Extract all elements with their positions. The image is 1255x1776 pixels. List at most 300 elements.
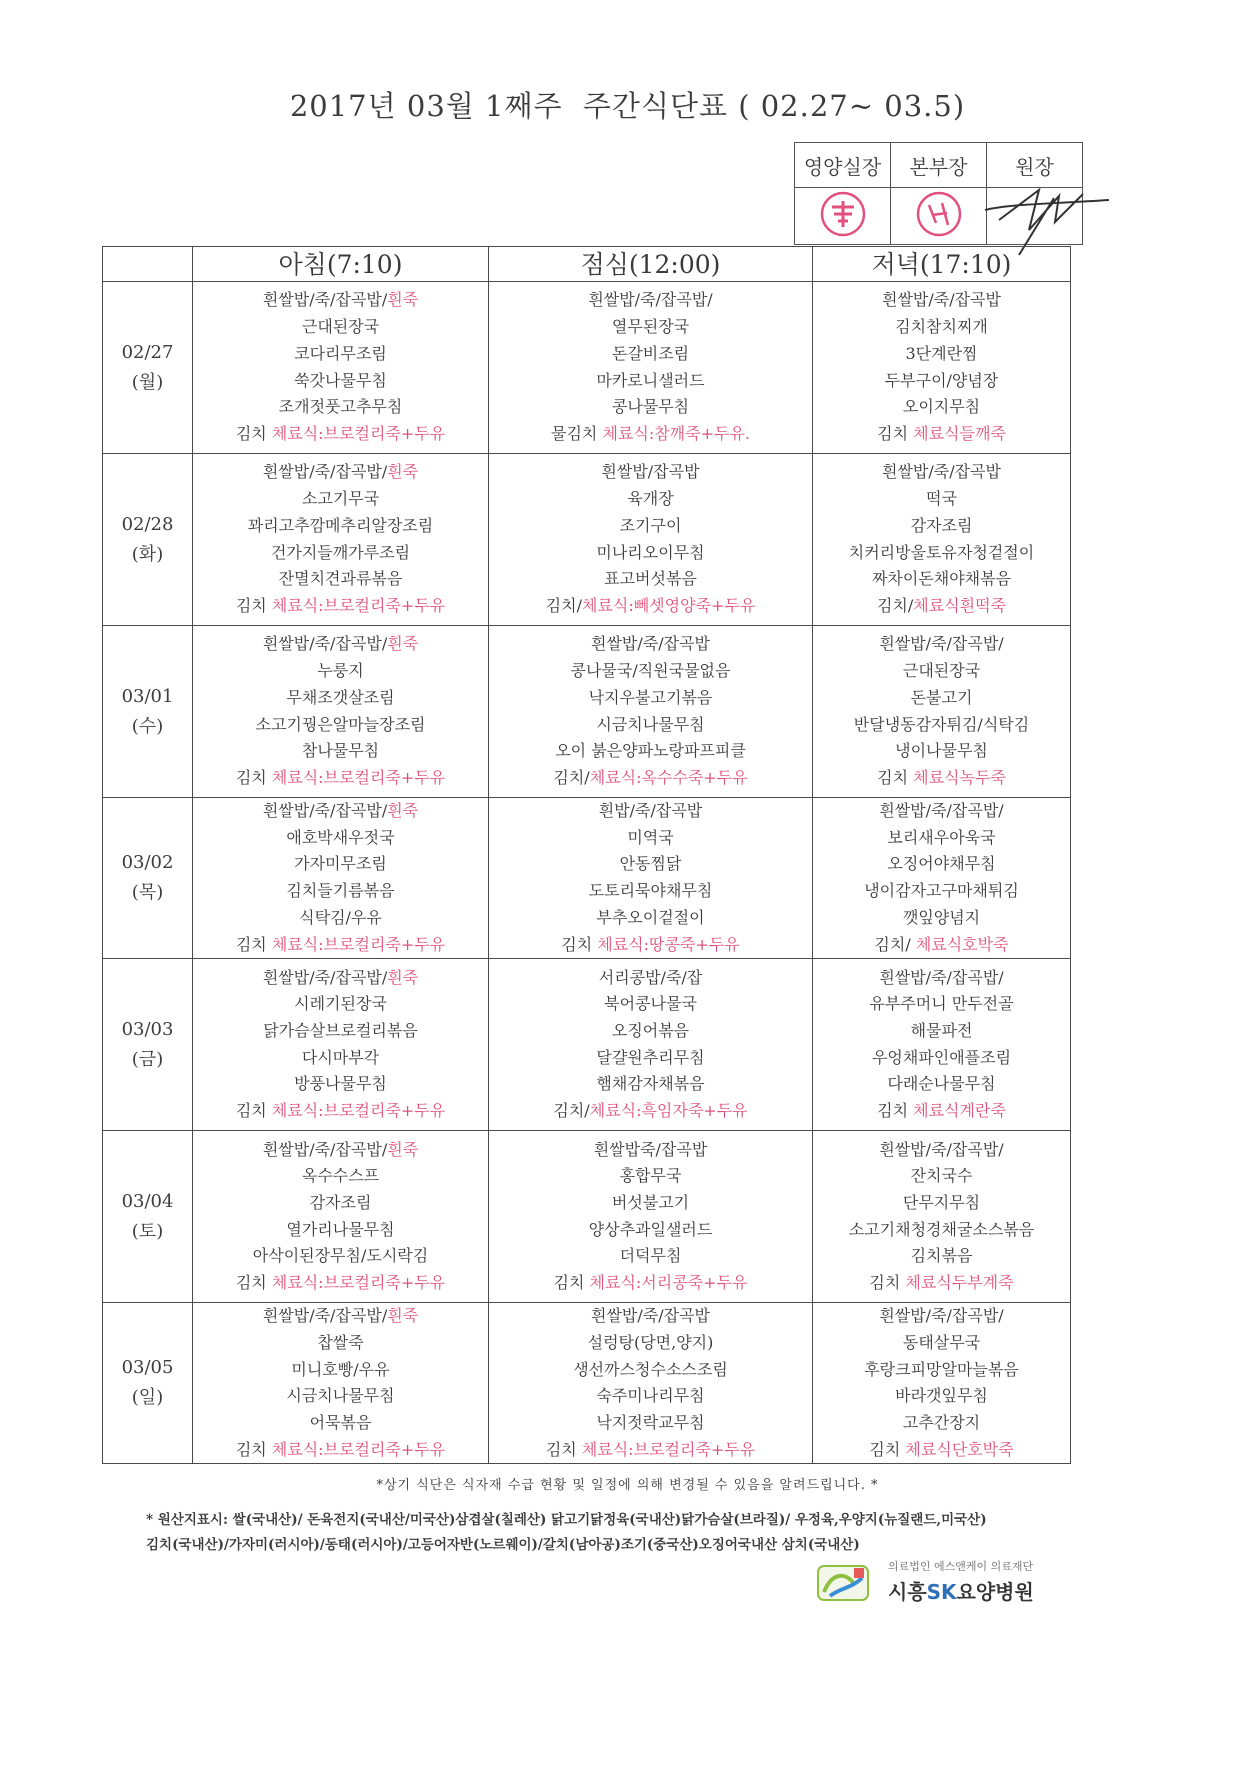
menu-item <box>813 825 1070 852</box>
menu-item <box>813 685 1070 712</box>
menu-item <box>813 513 1070 540</box>
menu-item-text: 더덕무침 <box>619 1246 682 1266</box>
menu-item <box>193 765 488 792</box>
menu-item-text: 소고기꿩은알마늘장조림 <box>255 714 426 734</box>
menu-item <box>813 1357 1070 1384</box>
menu-item <box>813 486 1070 513</box>
menu-item-text: 후랑크피망알마늘볶음 <box>864 1359 1019 1379</box>
menu-item <box>489 540 812 567</box>
menu-item-text: 안동찜닭 <box>619 854 682 874</box>
day-row <box>103 626 1071 798</box>
menu-item-text: 어묵볶음 <box>309 1413 372 1433</box>
menu-item <box>489 593 812 620</box>
menu-item <box>193 1437 488 1464</box>
menu-item <box>489 1137 812 1164</box>
menu-item-text: 무채조갯살조림 <box>286 687 395 707</box>
menu-item-text: 감자조림 <box>910 515 973 535</box>
therapeutic-diet-text: 체료식:브로컬리죽+두유 <box>271 595 446 615</box>
menu-item <box>813 878 1070 905</box>
menu-item <box>813 1383 1070 1410</box>
menu-item-text: 오이지무침 <box>902 397 981 417</box>
lunch-cell <box>489 798 813 959</box>
menu-item <box>813 1330 1070 1357</box>
hospital-name-suffix: 요양병원 <box>956 1580 1034 1604</box>
menu-item-text: 흰쌀밥/죽/잡곡밥/ <box>879 967 1004 987</box>
therapeutic-diet-text: 흰죽 <box>387 634 419 654</box>
menu-item <box>813 1071 1070 1098</box>
day-weekday: (수) <box>131 715 164 737</box>
menu-item <box>193 1357 488 1384</box>
day-row <box>103 282 1071 454</box>
menu-item-text: 가자미무조림 <box>294 854 387 874</box>
menu-item-text: 김치 <box>877 1101 914 1121</box>
menu-item-text: 쑥갓나물무침 <box>294 370 387 390</box>
day-row <box>103 1131 1071 1303</box>
menu-item <box>489 1243 812 1270</box>
menu-item-text: 도토리묵야채무침 <box>588 881 713 901</box>
menu-item-text: 콩나물국/직원국물없음 <box>570 661 731 681</box>
hospital-name-sk: SK <box>926 1580 957 1604</box>
menu-item <box>193 1190 488 1217</box>
menu-item <box>489 1217 812 1244</box>
menu-item-text: 시레기된장국 <box>294 994 387 1014</box>
day-weekday: (토) <box>131 1220 164 1242</box>
lunch-cell <box>489 282 813 454</box>
approval-box <box>794 142 1083 245</box>
menu-item-text: 조개젓풋고추무침 <box>278 397 403 417</box>
menu-item <box>489 1190 812 1217</box>
dinner-cell <box>813 1131 1071 1303</box>
menu-item <box>193 658 488 685</box>
approval-header-hospital-head: 원장 <box>987 143 1083 188</box>
menu-item <box>489 1018 812 1045</box>
page-title: 2017년 03월 1째주 주간식단표 ( 02.27~ 03.5) <box>289 89 966 123</box>
approval-sign-cell <box>987 188 1083 245</box>
therapeutic-diet-text: 체료식:옥수수죽+두유 <box>589 767 748 787</box>
therapeutic-diet-text: 흰죽 <box>387 290 419 310</box>
menu-item <box>489 1163 812 1190</box>
menu-item-text: 김치/ <box>553 1101 590 1121</box>
menu-item <box>813 965 1070 992</box>
menu-item <box>813 991 1070 1018</box>
menu-item-text: 흰쌀밥/잡곡밥 <box>601 462 700 482</box>
menu-item <box>813 765 1070 792</box>
day-row <box>103 454 1071 626</box>
menu-item-text: 냉이감자고구마채튀김 <box>864 881 1019 901</box>
menu-item-text: 열가리나물무침 <box>286 1219 395 1239</box>
menu-item-text: 오징어야채무침 <box>887 854 996 874</box>
menu-item <box>193 1163 488 1190</box>
menu-item <box>193 878 488 905</box>
origin-line-1: * 원산지표시: 쌀(국내산)/ 돈육전지(국내산/미국산)삼겹살(칠레산) 닭고기닭정육(국내산)닭가슴살(브라질)/ 우정육,우양지(뉴질랜드,미국산) <box>146 1512 987 1528</box>
menu-item-text: 치커리방울토유자청겉절이 <box>848 542 1035 562</box>
menu-item <box>813 1137 1070 1164</box>
day-cell <box>103 798 193 959</box>
approval-header-director: 본부장 <box>891 143 987 188</box>
lunch-cell <box>489 626 813 798</box>
menu-item <box>193 685 488 712</box>
menu-item-text: 낙지젓락교무침 <box>596 1413 705 1433</box>
menu-item <box>489 459 812 486</box>
menu-item-text: 홍합무국 <box>619 1166 682 1186</box>
menu-item <box>489 765 812 792</box>
menu-item <box>193 1243 488 1270</box>
menu-item-text: 설렁탕(당면,양지) <box>587 1332 714 1352</box>
menu-item <box>489 712 812 739</box>
menu-item <box>489 878 812 905</box>
menu-item <box>489 825 812 852</box>
approval-header-nutrition-manager: 영양실장 <box>795 143 891 188</box>
day-cell <box>103 959 193 1131</box>
menu-item-text: 김치 <box>235 1273 272 1293</box>
menu-item-text: 흰쌀밥/죽/잡곡밥/ <box>262 290 388 310</box>
menu-item-text: 버섯불고기 <box>611 1193 690 1213</box>
menu-item-text: 소고기채청경채굴소스볶음 <box>848 1219 1035 1239</box>
menu-body <box>103 282 1071 1464</box>
menu-item <box>489 513 812 540</box>
menu-item-text: 흰쌀밥/죽/잡곡밥/ <box>262 1139 388 1159</box>
menu-item <box>193 1330 488 1357</box>
menu-item-text: 냉이나물무침 <box>895 741 988 761</box>
menu-item-text: 김치참치찌개 <box>895 317 988 337</box>
menu-item <box>193 566 488 593</box>
menu-item-text: 잔치국수 <box>910 1166 973 1186</box>
origin-info <box>146 1508 1146 1558</box>
menu-item-text: 김치 <box>553 1273 590 1293</box>
menu-item-text: 생선까스청수소스조림 <box>573 1359 728 1379</box>
day-cell <box>103 626 193 798</box>
menu-item <box>813 540 1070 567</box>
menu-item-text: 유부주머니 만두전골 <box>869 994 1014 1014</box>
menu-item-text: 김치 <box>869 1439 906 1459</box>
day-cell <box>103 454 193 626</box>
menu-item <box>489 991 812 1018</box>
therapeutic-diet-text: 체료식흰떡죽 <box>913 595 1007 615</box>
menu-item <box>813 1217 1070 1244</box>
menu-item-text: 누룽지 <box>317 661 364 681</box>
therapeutic-diet-text: 체료식계란죽 <box>913 1101 1006 1121</box>
menu-item <box>813 798 1070 825</box>
breakfast-cell <box>193 454 489 626</box>
menu-item-text: 흰쌀밥/죽/잡곡밥 <box>882 290 1001 310</box>
menu-item <box>193 1410 488 1437</box>
menu-item-text: 오징어볶음 <box>611 1021 690 1041</box>
menu-item-text: 닭가슴살브로컬리볶음 <box>263 1021 418 1041</box>
menu-item <box>193 593 488 620</box>
menu-item <box>813 341 1070 368</box>
menu-item <box>489 1045 812 1072</box>
menu-item-text: 흰쌀밥/죽/잡곡밥/ <box>588 290 713 310</box>
therapeutic-diet-text: 체료식:브로컬리죽+두유 <box>271 767 446 787</box>
menu-item-text: 김치 <box>869 1273 906 1293</box>
menu-item-text: 시금치나물무침 <box>596 714 705 734</box>
menu-item-text: 미나리오이무침 <box>596 542 705 562</box>
menu-item-text: 콩나물무침 <box>611 397 690 417</box>
menu-item <box>193 965 488 992</box>
menu-item <box>813 932 1070 959</box>
menu-item-text: 숙주미나리무침 <box>596 1386 705 1406</box>
menu-item-text: 찹쌀죽 <box>317 1332 364 1352</box>
day-row <box>103 1303 1071 1464</box>
menu-item <box>489 798 812 825</box>
menu-item-text: 김치 <box>235 1101 272 1121</box>
menu-item <box>193 825 488 852</box>
day-cell <box>103 282 193 454</box>
menu-item-text: 보리새우아욱국 <box>887 827 996 847</box>
menu-item-text: 오이 붉은양파노랑파프피클 <box>555 741 746 761</box>
menu-item <box>193 905 488 932</box>
menu-item <box>193 712 488 739</box>
day-weekday: (금) <box>131 1048 164 1070</box>
menu-item <box>193 1045 488 1072</box>
menu-item <box>489 368 812 395</box>
menu-item <box>193 1217 488 1244</box>
lunch-cell <box>489 959 813 1131</box>
hospital-logo-icon <box>816 1562 870 1604</box>
therapeutic-diet-text: 체료식두부계죽 <box>905 1273 1014 1293</box>
day-weekday: (월) <box>131 371 164 393</box>
menu-item-text: 흰쌀밥/죽/잡곡밥/ <box>879 1139 1004 1159</box>
menu-item <box>489 1303 812 1330</box>
menu-item-text: 표고버섯볶음 <box>604 569 697 589</box>
menu-item-text: 흰쌀밥/죽/잡곡밥/ <box>262 462 388 482</box>
menu-item <box>193 1071 488 1098</box>
menu-item-text: 김치 <box>235 934 272 954</box>
menu-item <box>813 368 1070 395</box>
origin-line-2: 김치(국내산)/가자미(러시아)/동태(러시아)/고등어자반(노르웨이)/갈치(남아공)조기(중국산)오징어국내산 삼치(국내산) <box>146 1537 860 1553</box>
menu-item-text: 다시마부각 <box>301 1047 380 1067</box>
lunch-cell <box>489 1303 813 1464</box>
menu-item <box>813 394 1070 421</box>
menu-item-text: 코다리무조림 <box>294 343 387 363</box>
menu-item-text: 북어콩나물국 <box>604 994 697 1014</box>
menu-item <box>813 1437 1070 1464</box>
day-date: 03/02 <box>121 852 174 874</box>
menu-item-text: 조기구이 <box>619 515 682 535</box>
menu-item <box>489 1410 812 1437</box>
day-cell <box>103 1131 193 1303</box>
menu-item-text: 김치 <box>235 1439 272 1459</box>
menu-item <box>193 394 488 421</box>
menu-item <box>813 421 1070 448</box>
header-dinner: 저녁(17:10) <box>813 247 1071 282</box>
menu-item <box>193 798 488 825</box>
menu-item-text: 햄채감자채볶음 <box>596 1074 705 1094</box>
breakfast-cell <box>193 626 489 798</box>
therapeutic-diet-text: 체료식:브로컬리죽+두유 <box>271 1439 446 1459</box>
menu-item-text: 흰밥/죽/잡곡밥 <box>598 801 703 820</box>
menu-item-text: 옥수수스프 <box>301 1166 380 1186</box>
menu-item-text: 방풍나물무침 <box>294 1074 387 1094</box>
menu-item-text: 잔멸치견과류볶음 <box>278 569 403 589</box>
menu-item <box>489 738 812 765</box>
menu-item-text: 꽈리고추깜메추리알장조림 <box>247 515 434 535</box>
menu-item <box>813 566 1070 593</box>
menu-item <box>813 851 1070 878</box>
menu-item-text: 고추간장지 <box>902 1413 981 1433</box>
menu-item-text: 김치 <box>235 595 272 615</box>
menu-item-text: 김치 <box>561 934 598 954</box>
menu-item-text: 3단계란찜 <box>905 343 978 363</box>
breakfast-cell <box>193 1303 489 1464</box>
menu-item <box>193 459 488 486</box>
menu-item <box>813 658 1070 685</box>
menu-item-text: 근대된장국 <box>902 661 981 681</box>
dinner-cell <box>813 1303 1071 1464</box>
header-corner <box>103 247 193 282</box>
menu-item-text: 양상추과일샐러드 <box>588 1219 713 1239</box>
menu-item <box>813 459 1070 486</box>
therapeutic-diet-text: 체료식녹두죽 <box>913 767 1006 787</box>
breakfast-cell <box>193 959 489 1131</box>
menu-item-text: 미니호빵/우유 <box>291 1359 390 1379</box>
breakfast-cell <box>193 1131 489 1303</box>
menu-item <box>489 1071 812 1098</box>
menu-item-text: 흰쌀밥/죽/잡곡밥/ <box>262 634 388 654</box>
menu-item-text: 흰쌀밥/죽/잡곡밥/ <box>262 801 388 820</box>
menu-item-text: 열무된장국 <box>611 317 690 337</box>
menu-item-text: 흰쌀밥/죽/잡곡밥/ <box>262 967 388 987</box>
day-row <box>103 798 1071 959</box>
menu-item <box>813 712 1070 739</box>
menu-item <box>489 1357 812 1384</box>
day-date: 03/03 <box>121 1018 174 1040</box>
hospital-name-prefix: 시흥 <box>888 1580 927 1604</box>
menu-item-text: 소고기무국 <box>301 489 380 509</box>
menu-item <box>813 1270 1070 1297</box>
day-date: 02/27 <box>121 341 174 363</box>
menu-item <box>489 1098 812 1125</box>
menu-item <box>489 851 812 878</box>
menu-item-text: 김치 <box>877 767 914 787</box>
menu-item-text: 달걀원추리무침 <box>596 1047 705 1067</box>
dinner-cell <box>813 454 1071 626</box>
menu-item <box>193 287 488 314</box>
day-date: 02/28 <box>121 513 174 535</box>
menu-item <box>489 1270 812 1297</box>
menu-item <box>813 1243 1070 1270</box>
menu-item <box>489 486 812 513</box>
menu-item <box>489 1383 812 1410</box>
menu-item-text: 참나물무침 <box>301 741 380 761</box>
menu-item-text: 식탁김/우유 <box>299 907 382 927</box>
menu-item-text: 돈불고기 <box>910 687 973 707</box>
menu-item-text: 김치 <box>235 767 272 787</box>
menu-item <box>813 738 1070 765</box>
menu-item-text: 흰쌀밥/죽/잡곡밥 <box>591 1306 710 1326</box>
menu-item <box>489 287 812 314</box>
menu-item <box>193 1137 488 1164</box>
menu-item-text: 두부구이/양념장 <box>884 370 999 390</box>
approval-seal-cell-2 <box>891 188 987 245</box>
therapeutic-diet-text: 체료식호박죽 <box>915 934 1009 954</box>
menu-item <box>813 1098 1070 1125</box>
menu-item <box>193 738 488 765</box>
menu-item-text: 단무지무침 <box>902 1193 981 1213</box>
lunch-cell <box>489 1131 813 1303</box>
header-breakfast: 아침(7:10) <box>193 247 489 282</box>
menu-item-text: 짜차이돈채야채볶음 <box>871 569 1012 589</box>
menu-item <box>193 368 488 395</box>
day-row <box>103 959 1071 1131</box>
menu-item <box>489 685 812 712</box>
day-weekday: (일) <box>131 1387 164 1409</box>
menu-item <box>193 1098 488 1125</box>
menu-item-text: 애호박새우젓국 <box>286 827 395 847</box>
menu-item-text: 낙지우불고기볶음 <box>588 687 713 707</box>
weekly-menu-table <box>102 246 1071 1464</box>
menu-item-text: 바라갯잎무침 <box>895 1386 988 1406</box>
header-lunch: 점심(12:00) <box>489 247 813 282</box>
menu-item-text: 동태살무국 <box>902 1332 981 1352</box>
menu-item <box>813 1018 1070 1045</box>
approval-seal-cell-1 <box>795 188 891 245</box>
menu-item-text: 흰쌀밥/죽/잡곡밥 <box>882 462 1001 482</box>
menu-item <box>813 905 1070 932</box>
menu-item-text: 김치들기름볶음 <box>286 881 395 901</box>
menu-item-text: 김치 <box>235 423 272 443</box>
menu-item <box>489 1330 812 1357</box>
menu-item <box>193 1018 488 1045</box>
menu-item <box>193 314 488 341</box>
menu-item-text: 떡국 <box>926 489 957 509</box>
menu-item-text: 시금치나물무침 <box>286 1386 395 1406</box>
dinner-cell <box>813 959 1071 1131</box>
menu-item-text: 근대된장국 <box>301 317 380 337</box>
therapeutic-diet-text: 흰죽 <box>387 462 419 482</box>
menu-item <box>193 341 488 368</box>
menu-item <box>489 314 812 341</box>
therapeutic-diet-text: 체료식:브로컬리죽+두유 <box>271 1101 446 1121</box>
menu-item-text: 흰쌀밥/죽/잡곡밥/ <box>262 1306 388 1326</box>
day-date: 03/05 <box>121 1357 174 1379</box>
menu-item <box>813 1410 1070 1437</box>
menu-item <box>489 905 812 932</box>
therapeutic-diet-text: 체료식:참깨죽+두유. <box>602 423 750 443</box>
menu-item-text: 감자조림 <box>309 1193 372 1213</box>
breakfast-cell <box>193 282 489 454</box>
therapeutic-diet-text: 체료식:흑임자죽+두유 <box>589 1101 748 1121</box>
day-weekday: (목) <box>131 882 164 904</box>
menu-item-text: 미역국 <box>627 827 674 847</box>
menu-item-text: 아삭이된장무침/도시락김 <box>252 1246 429 1266</box>
menu-item-text: 마카로니샐러드 <box>596 370 705 390</box>
therapeutic-diet-text: 체료식:브로컬리죽+두유 <box>271 423 446 443</box>
dinner-cell <box>813 626 1071 798</box>
menu-item-text: 우엉채파인애플조림 <box>871 1047 1012 1067</box>
menu-item <box>813 1045 1070 1072</box>
therapeutic-diet-text: 체료식:브로컬리죽+두유 <box>271 1273 446 1293</box>
menu-item-text: 다래순나물무침 <box>887 1074 996 1094</box>
dinner-cell <box>813 798 1071 959</box>
menu-item-text: 해물파전 <box>910 1021 973 1041</box>
menu-item <box>193 513 488 540</box>
menu-item <box>813 1163 1070 1190</box>
menu-item <box>489 932 812 959</box>
menu-item <box>193 851 488 878</box>
menu-item <box>489 394 812 421</box>
menu-item-text: 흰쌀밥죽/잡곡밥 <box>593 1139 708 1159</box>
menu-item-text: 물김치 <box>551 423 603 443</box>
menu-item-text: 부추오이겉절이 <box>596 907 705 927</box>
menu-item <box>193 631 488 658</box>
therapeutic-diet-text: 체료식:브로컬리죽+두유 <box>581 1439 756 1459</box>
therapeutic-diet-text: 체료식:서리콩죽+두유 <box>589 1273 748 1293</box>
menu-item-text: 깻잎양념지 <box>902 907 981 927</box>
menu-item-text: 흰쌀밥/죽/잡곡밥/ <box>879 801 1004 820</box>
menu-item <box>813 314 1070 341</box>
menu-item <box>813 287 1070 314</box>
